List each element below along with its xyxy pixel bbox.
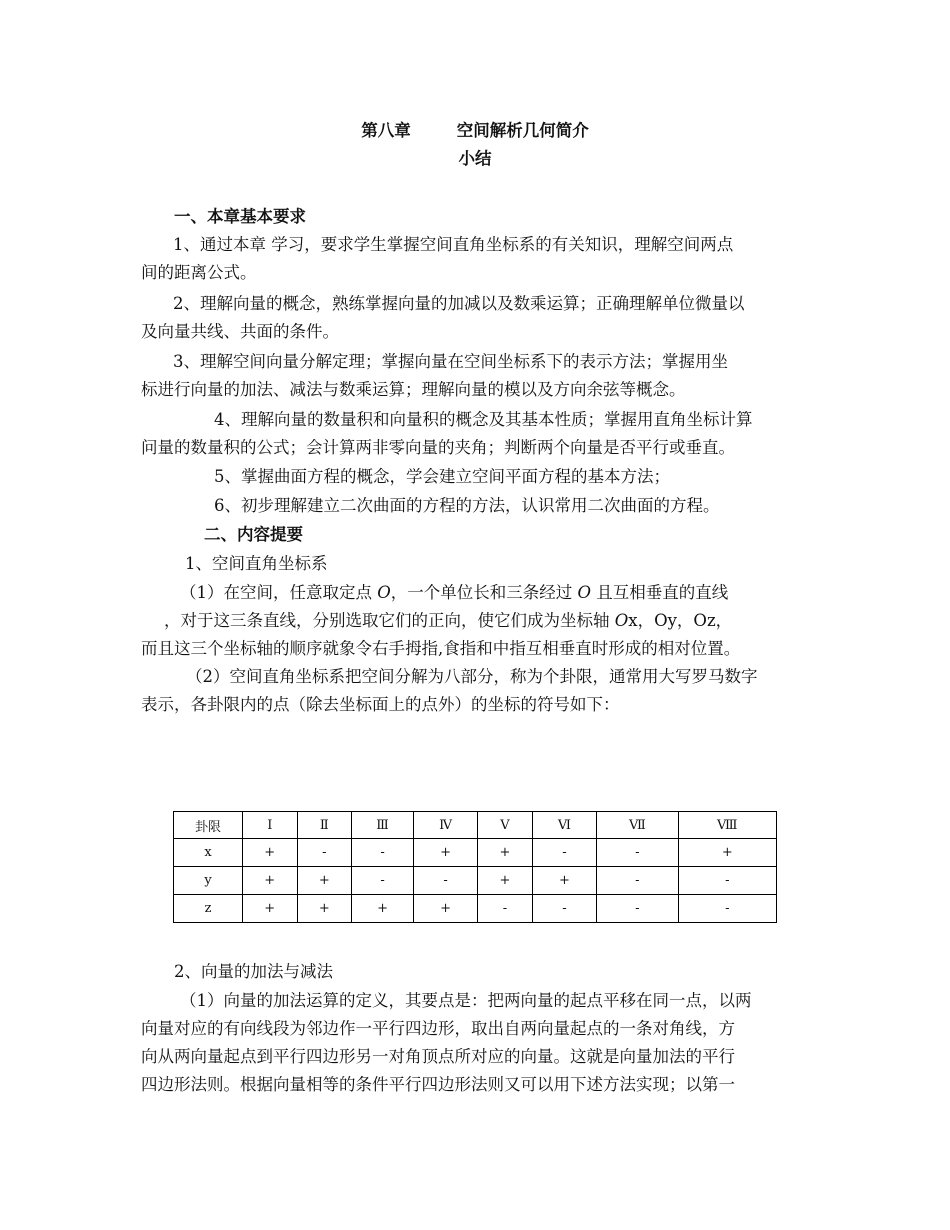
table-header-cell: Ⅵ xyxy=(532,812,596,839)
chapter-name: 空间解析几何简介 xyxy=(456,121,589,140)
section-heading-summary: 二、内容提要 xyxy=(204,525,303,544)
table-header-cell: Ⅷ xyxy=(678,812,776,839)
requirement-line: 5、掌握曲面方程的概念，学会建立空间平面方程的基本方法； xyxy=(214,467,670,486)
table-cell: + xyxy=(414,895,478,923)
table-cell: + xyxy=(478,867,533,895)
requirement-line: 标进行向量的加法、减法与数乘运算；理解向量的模以及方向余弦等概念。 xyxy=(141,380,686,399)
paragraph-line: 向从两向量起点到平行四边形另一对角顶点所对应的向量。这就是向量加法的平行 xyxy=(141,1047,735,1066)
requirement-line: 及向量共线、共面的条件。 xyxy=(141,322,339,341)
table-cell: - xyxy=(532,839,596,867)
table-cell: - xyxy=(678,895,776,923)
table-cell: + xyxy=(243,867,298,895)
table-cell: - xyxy=(297,839,352,867)
requirement-line: 4、理解向量的数量积和向量积的概念及其基本性质；掌握用直角坐标计算 xyxy=(214,410,753,429)
subsection-title: 1、空间直角坐标系 xyxy=(185,554,328,573)
table-cell: + xyxy=(414,839,478,867)
table-cell: - xyxy=(478,895,533,923)
table-header-cell: Ⅱ xyxy=(297,812,352,839)
table-cell: + xyxy=(352,895,414,923)
paragraph-line: ，对于这三条直线，分别选取它们的正向，使它们成为坐标轴 Ox，Oy，Oz， xyxy=(164,611,733,630)
table-cell: x xyxy=(174,839,243,867)
requirement-line: 1、通过本章 学习，要求学生掌握空间直角坐标系的有关知识，理解空间两点 xyxy=(173,235,734,254)
paragraph-line: （1）向量的加法运算的定义，其要点是：把两向量的起点平移在同一点，以两 xyxy=(180,991,752,1010)
subsection-title: 2、向量的加法与减法 xyxy=(174,962,333,981)
paragraph-line: 而且这三个坐标轴的顺序就象令右手拇指,食指和中指互相垂直时形成的相对位置。 xyxy=(141,639,741,658)
paragraph-line: 向量对应的有向线段为邻边作一平行四边形，取出自两向量起点的一条对角线，方 xyxy=(141,1019,735,1038)
chapter-title xyxy=(0,120,950,142)
requirement-line: 问量的数量积的公式；会计算两非零向量的夹角；判断两个向量是否平行或垂直。 xyxy=(141,438,735,457)
chapter-number: 第八章 xyxy=(361,121,411,140)
table-cell: + xyxy=(478,839,533,867)
table-cell: + xyxy=(532,867,596,895)
table-row xyxy=(174,839,777,867)
table-header-cell: Ⅰ xyxy=(243,812,298,839)
octant-sign-table xyxy=(173,811,777,923)
requirement-line: 6、初步理解建立二次曲面的方程的方法，认识常用二次曲面的方程。 xyxy=(214,496,720,515)
table-cell: + xyxy=(678,839,776,867)
table-header-cell: 卦限 xyxy=(174,812,243,839)
requirement-line: 间的距离公式。 xyxy=(141,263,257,282)
chapter-subtitle: 小结 xyxy=(458,149,492,168)
table-cell: + xyxy=(243,895,298,923)
table-cell: - xyxy=(414,867,478,895)
paragraph-line: （1）在空间，任意取定点 O，一个单位长和三条经过 O 且互相垂直的直线 xyxy=(180,583,729,602)
table-cell: + xyxy=(297,895,352,923)
table-cell: - xyxy=(352,839,414,867)
table-header-cell: Ⅴ xyxy=(478,812,533,839)
table-header-cell: Ⅲ xyxy=(352,812,414,839)
table-cell: - xyxy=(532,895,596,923)
table-cell: + xyxy=(297,867,352,895)
table-cell: - xyxy=(597,839,678,867)
table-cell: + xyxy=(243,839,298,867)
requirement-line: 2、理解向量的概念，熟练掌握向量的加减以及数乘运算；正确理解单位微量以 xyxy=(173,294,745,313)
requirement-line: 3、理解空间向量分解定理；掌握向量在空间坐标系下的表示方法；掌握用坐 xyxy=(173,352,728,371)
table-cell: - xyxy=(352,867,414,895)
table-header-row xyxy=(174,812,777,839)
table-cell: - xyxy=(597,895,678,923)
paragraph-line: 四边形法则。根据向量相等的条件平行四边形法则又可以用下述方法实现；以第一 xyxy=(141,1075,735,1094)
table-header-cell: Ⅶ xyxy=(597,812,678,839)
table-cell: z xyxy=(174,895,243,923)
table-header-cell: Ⅳ xyxy=(414,812,478,839)
table-row xyxy=(174,867,777,895)
paragraph-line: 表示，各卦限内的点（除去坐标面上的点外）的坐标的符号如下： xyxy=(141,695,620,714)
section-heading-requirements: 一、本章基本要求 xyxy=(174,207,306,226)
paragraph-line: （2）空间直角坐标系把空间分解为八部分，称为个卦限，通常用大写罗马数字 xyxy=(186,667,758,686)
table-row xyxy=(174,895,777,923)
table-cell: y xyxy=(174,867,243,895)
table-cell: - xyxy=(597,867,678,895)
table-cell: - xyxy=(678,867,776,895)
